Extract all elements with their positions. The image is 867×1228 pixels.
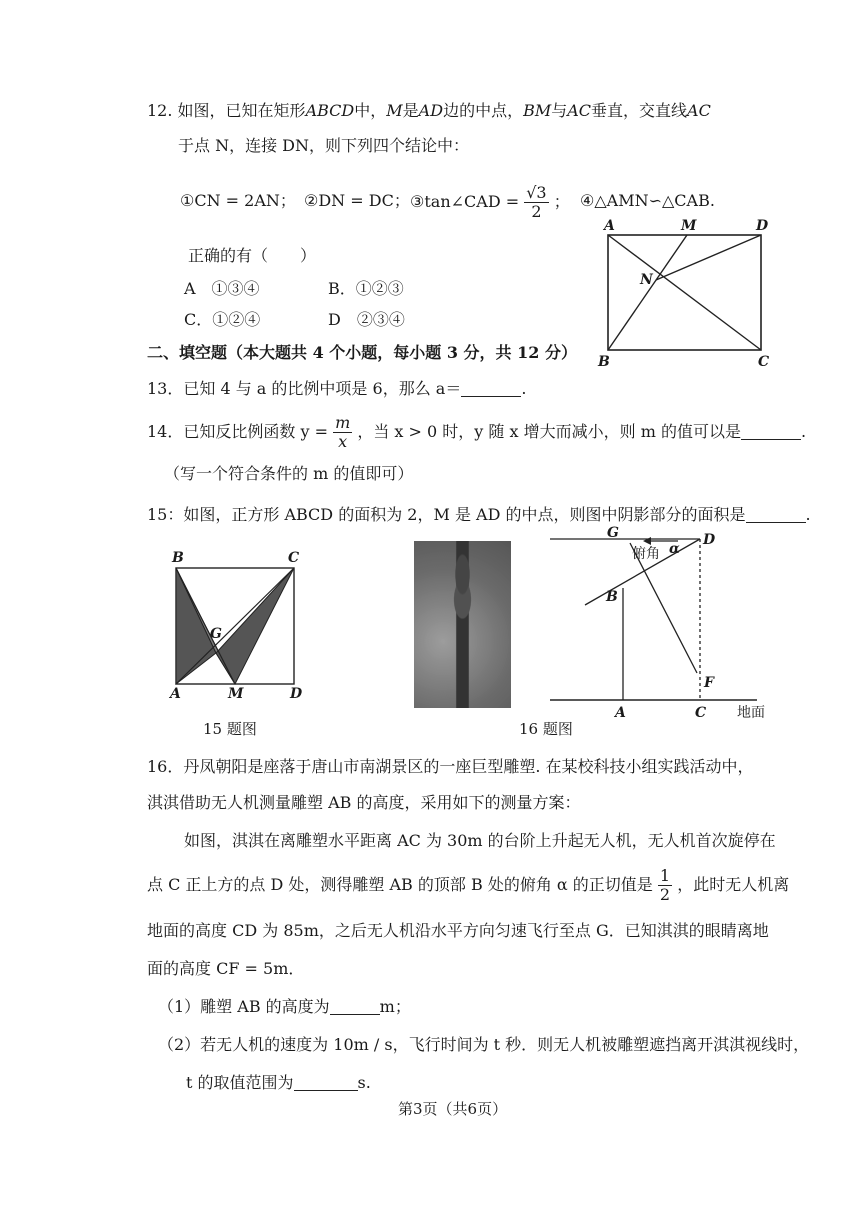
- q12-figure: [590, 212, 780, 372]
- fig12-label-b: B: [598, 354, 610, 370]
- q12-option-b: B．①②③: [328, 279, 404, 298]
- q12-conclusion-1: ①CN = 2AN；: [180, 191, 296, 210]
- q12-correct-prompt: 正确的有（ ）: [188, 246, 317, 265]
- q12-line2: 于点 N，连接 DN，则下列四个结论中：: [178, 136, 470, 155]
- q13-answer-blank[interactable]: [461, 380, 521, 397]
- q12-conclusion-3: ③tan∠CAD = $\frac{√3}{2}$ ；: [410, 183, 570, 221]
- fig15-label-m: M: [228, 686, 244, 698]
- fig12-label-c: C: [758, 354, 770, 370]
- q12-option-d: D ②③④: [328, 310, 405, 329]
- q16-sub2-blank[interactable]: [294, 1074, 358, 1091]
- q16-line3: 如图，淇淇在离雕塑水平距离 AC 为 30m 的台阶上升起无人机，无人机首次旋停在: [184, 831, 776, 850]
- q12-conclusion-4: ④△AMN∽△CAB.: [580, 191, 715, 210]
- fig16-label-d: D: [703, 532, 716, 548]
- q16-line2: 淇淇借助无人机测量雕塑 AB 的高度，采用如下的测量方案：: [147, 793, 581, 812]
- fig15-caption: 15 题图: [203, 720, 257, 738]
- fig15-label-d: D: [290, 686, 303, 698]
- fig16-label-a: A: [615, 705, 626, 721]
- fig16-ground-label: 地面: [737, 705, 765, 721]
- q16-line4: 点 C 正上方的点 D 处，测得雕塑 AB 的顶部 B 处的俯角 α 的正切值是 $\frac{1}{2}$ ，此时无人机离: [147, 866, 790, 904]
- q12-option-c: C．①②④: [184, 310, 261, 329]
- page-footer: 第3页（共6页）: [398, 1100, 508, 1118]
- section-2-heading: 二、填空题（本大题共 4 个小题，每小题 3 分，共 12 分）: [147, 343, 577, 362]
- q12-conclusion-2: ②DN = DC；: [304, 191, 410, 210]
- q16-sub2b: t 的取值范围为 s.: [186, 1073, 371, 1092]
- q16-line5: 地面的高度 CD 为 85m，之后无人机沿水平方向匀速飞行至点 G．已知淇淇的眼睛离地: [147, 921, 769, 940]
- q14-answer-blank[interactable]: [741, 423, 801, 440]
- q13: 13．已知 4 与 a 的比例中项是 6，那么 a＝ .: [147, 379, 527, 398]
- fig16-label-f: F: [704, 675, 714, 691]
- fig16-depression-label: 俯角: [632, 546, 660, 562]
- fig12-label-m: M: [681, 218, 697, 234]
- fig16-alpha-label: α: [669, 541, 680, 557]
- q16-line6: 面的高度 CF = 5m．: [147, 959, 305, 978]
- fig16-label-c: C: [695, 705, 707, 721]
- sculpture-photo: [414, 541, 511, 708]
- fig16: [545, 525, 770, 725]
- q15: 15：如图，正方形 ABCD 的面积为 2，M 是 AD 的中点，则图中阴影部分的面积是 .: [147, 505, 811, 524]
- fig12-label-d: D: [756, 218, 769, 234]
- fig15-label-a: A: [170, 686, 181, 698]
- fig12-label-a: A: [604, 218, 615, 234]
- fig15: [168, 548, 318, 698]
- q16-sub1: （1）雕塑 AB 的高度为 m；: [158, 997, 411, 1016]
- fig12-label-n: N: [640, 272, 653, 288]
- fig15-label-g: G: [210, 626, 222, 642]
- q16-line1: 16．丹凤朝阳是座落于唐山市南湖景区的一座巨型雕塑. 在某校科技小组实践活动中，: [147, 757, 754, 776]
- fig15-label-b: B: [172, 550, 184, 566]
- fig16-label-b: B: [606, 589, 618, 605]
- fig16-label-g: G: [607, 525, 619, 541]
- q14: 14．已知反比例函数 y = $\frac{m}{x}$ ，当 x > 0 时，y 随 x 增大而减小，则 m 的值可以是 .: [147, 413, 807, 451]
- q16-sub2: （2）若无人机的速度为 10m / s，飞行时间为 t 秒．则无人机被雕塑遮挡离开淇淇视线时，: [158, 1035, 810, 1054]
- q16-sub1-blank[interactable]: [330, 998, 380, 1015]
- q14-note: （写一个符合条件的 m 的值即可）: [164, 464, 414, 483]
- fig15-label-c: C: [288, 550, 300, 566]
- fig16-caption: 16 题图: [519, 720, 573, 738]
- q12-option-a: A ①③④: [184, 279, 260, 298]
- q12-line1: 12. 如图，已知在矩形ABCD中，M是AD边的中点，BM与AC垂直，交直线AC: [147, 101, 711, 120]
- q15-answer-blank[interactable]: [746, 506, 806, 523]
